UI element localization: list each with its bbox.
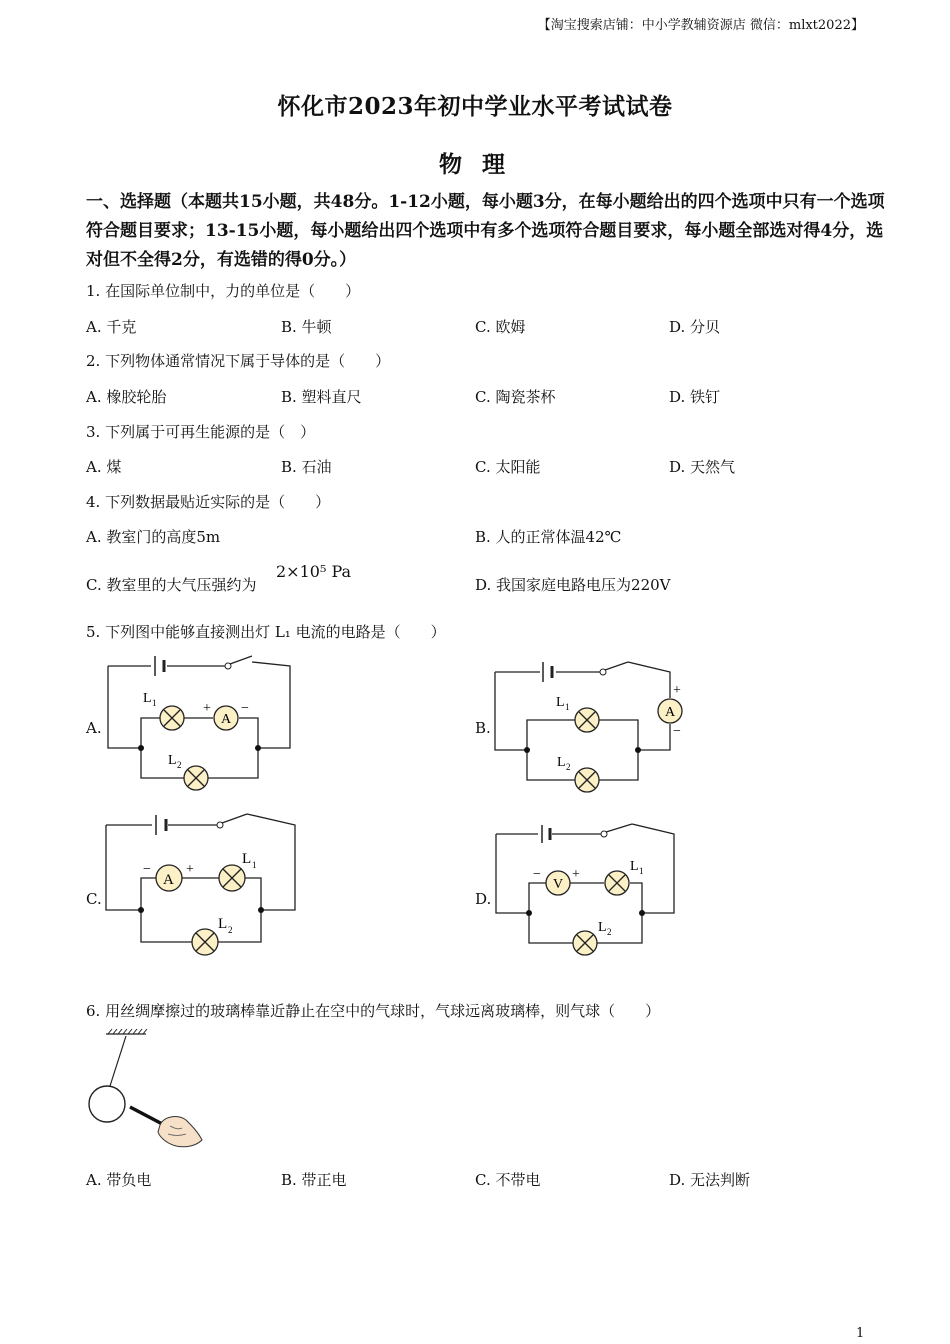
svg-text:2: 2: [177, 760, 182, 770]
svg-text:−: −: [533, 867, 541, 882]
header-note: 【淘宝搜索店铺：中小学教辅资源店 微信：mlxt2022】: [537, 18, 864, 33]
svg-text:1: 1: [252, 860, 257, 870]
svg-text:L: L: [556, 695, 565, 710]
q5-option-b[interactable]: B.: [475, 719, 491, 737]
svg-text:−: −: [241, 701, 249, 716]
q2-option-a[interactable]: A. 橡胶轮胎: [86, 388, 167, 406]
svg-text:−: −: [673, 724, 681, 739]
svg-text:L: L: [168, 753, 177, 768]
q1-option-b[interactable]: B. 牛顿: [281, 318, 332, 336]
circuit-c-diagram: [100, 808, 305, 963]
section-heading: 一、选择题（本题共15小题，共48分。1-12小题，每小题3分，在每小题给出的四个选项中只有一个选项符合题目要求；13-15小题，每小题给出四个选项中有多个选项符合题目要求，每小题全部选对得4分，选对但不全得2分，有选错的得0分。）: [86, 192, 885, 270]
question-1-stem: 1. 在国际单位制中，力的单位是（ ）: [86, 282, 361, 300]
hand-icon: [158, 1117, 202, 1147]
q4-option-c[interactable]: C. 教室里的大气压强约为: [86, 576, 257, 594]
svg-text:−: −: [143, 862, 151, 877]
page-number: 1: [856, 1326, 865, 1341]
q6-option-a[interactable]: A. 带负电: [86, 1171, 152, 1189]
lamp-l1-icon: [160, 706, 184, 730]
q6-option-b[interactable]: B. 带正电: [281, 1171, 347, 1189]
svg-text:+: +: [572, 867, 580, 882]
q5-option-c[interactable]: C.: [86, 890, 102, 908]
question-2-stem: 2. 下列物体通常情况下属于导体的是（ ）: [86, 352, 391, 370]
circuit-a-diagram: [100, 650, 300, 798]
q1-option-c[interactable]: C. 欧姆: [475, 318, 526, 336]
lamp-l2-icon: [573, 931, 597, 955]
question-3-stem: 3. 下列属于可再生能源的是（ ）: [86, 423, 316, 441]
svg-text:L: L: [242, 851, 252, 867]
lamp-l1-icon: [575, 708, 599, 732]
svg-text:A: A: [221, 712, 232, 727]
question-6-stem: 6. 用丝绸摩擦过的玻璃棒靠近静止在空中的气球时，气球远离玻璃棒，则气球（ ）: [86, 1002, 661, 1020]
q1-option-d[interactable]: D. 分贝: [669, 318, 721, 336]
svg-text:2: 2: [566, 762, 571, 772]
svg-text:1: 1: [565, 702, 570, 712]
q2-option-b[interactable]: B. 塑料直尺: [281, 388, 362, 406]
q6-option-c[interactable]: C. 不带电: [475, 1171, 541, 1189]
lamp-l2-icon: [575, 768, 599, 792]
q5-option-d[interactable]: D.: [475, 890, 492, 908]
svg-text:+: +: [673, 683, 681, 698]
svg-text:A: A: [665, 705, 676, 720]
svg-text:+: +: [186, 862, 194, 877]
svg-text:L: L: [557, 755, 566, 770]
q5-option-a[interactable]: A.: [86, 719, 102, 737]
q1-option-a[interactable]: A. 千克: [86, 318, 137, 336]
q3-option-a[interactable]: A. 煤: [86, 458, 122, 476]
q6-option-d[interactable]: D. 无法判断: [669, 1171, 751, 1189]
balloon-icon: [89, 1086, 125, 1122]
svg-text:1: 1: [639, 866, 644, 876]
subject-title: 物 理: [438, 151, 511, 178]
circuit-b-diagram: [490, 655, 695, 800]
q4-option-d[interactable]: D. 我国家庭电路电压为220V: [475, 576, 671, 594]
balloon-rod-illustration: [84, 1028, 208, 1156]
circuit-d-diagram: [490, 820, 690, 965]
q4-formula: 2×10⁵ Pa: [276, 562, 352, 581]
exam-title: 怀化市2023年初中学业水平考试试卷: [277, 93, 673, 120]
lamp-l1-icon: [605, 871, 629, 895]
lamp-l2-icon: [192, 929, 218, 955]
q4-option-a[interactable]: A. 教室门的高度5m: [86, 528, 221, 546]
svg-text:L: L: [598, 920, 607, 935]
svg-text:V: V: [553, 877, 564, 892]
svg-text:2: 2: [607, 927, 612, 937]
svg-text:A: A: [163, 872, 174, 888]
svg-text:L: L: [630, 859, 639, 874]
q3-option-d[interactable]: D. 天然气: [669, 458, 736, 476]
question-5-stem: 5. 下列图中能够直接测出灯 L₁ 电流的电路是（ ）: [86, 623, 446, 641]
q3-option-c[interactable]: C. 太阳能: [475, 458, 541, 476]
q3-option-b[interactable]: B. 石油: [281, 458, 332, 476]
lamp-l2-icon: [184, 766, 208, 790]
svg-text:2: 2: [228, 925, 233, 935]
q2-option-c[interactable]: C. 陶瓷茶杯: [475, 388, 556, 406]
lamp-l1-icon: [219, 865, 245, 891]
svg-text:1: 1: [152, 698, 157, 708]
svg-text:+: +: [203, 701, 211, 716]
svg-text:L: L: [143, 691, 152, 706]
svg-text:L: L: [218, 916, 228, 932]
question-4-stem: 4. 下列数据最贴近实际的是（ ）: [86, 493, 331, 511]
q4-option-b[interactable]: B. 人的正常体温42℃: [475, 528, 622, 546]
q2-option-d[interactable]: D. 铁钉: [669, 388, 721, 406]
